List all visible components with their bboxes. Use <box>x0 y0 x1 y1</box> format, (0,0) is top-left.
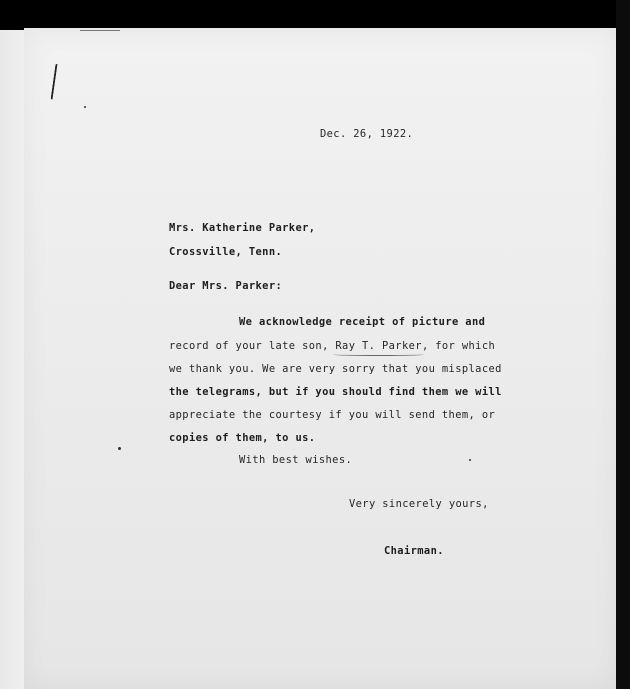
body-line-text: , for which <box>421 340 496 352</box>
body-line: the telegrams, but if you should find them we will <box>169 386 502 398</box>
body-line <box>169 340 495 353</box>
body-line-text: record of your late son, <box>169 340 336 352</box>
sign-off: Very sincerely yours, <box>349 498 489 510</box>
body-line: appreciate the courtesy if you will send them, or <box>169 409 496 421</box>
body-line: we thank you. We are very sorry that you misplaced <box>169 363 502 375</box>
scan-top-border <box>0 0 630 30</box>
speck <box>84 106 86 108</box>
signatory-title: Chairman. <box>384 545 444 557</box>
speck <box>118 447 121 450</box>
closing-wishes: With best wishes. <box>239 454 353 466</box>
recipient-city: Crossville, Tenn. <box>169 246 283 258</box>
speck <box>469 459 471 461</box>
letter-date: Dec. 26, 1922. <box>320 128 414 140</box>
scan-right-border <box>616 0 630 689</box>
paper-top-mark <box>80 30 120 31</box>
body-line: We acknowledge receipt of picture and <box>239 316 486 328</box>
salutation: Dear Mrs. Parker: <box>169 280 283 292</box>
son-name: Ray T. Parker <box>335 340 422 352</box>
recipient-name: Mrs. Katherine Parker, <box>169 222 316 234</box>
body-line: copies of them, to us. <box>169 432 316 444</box>
